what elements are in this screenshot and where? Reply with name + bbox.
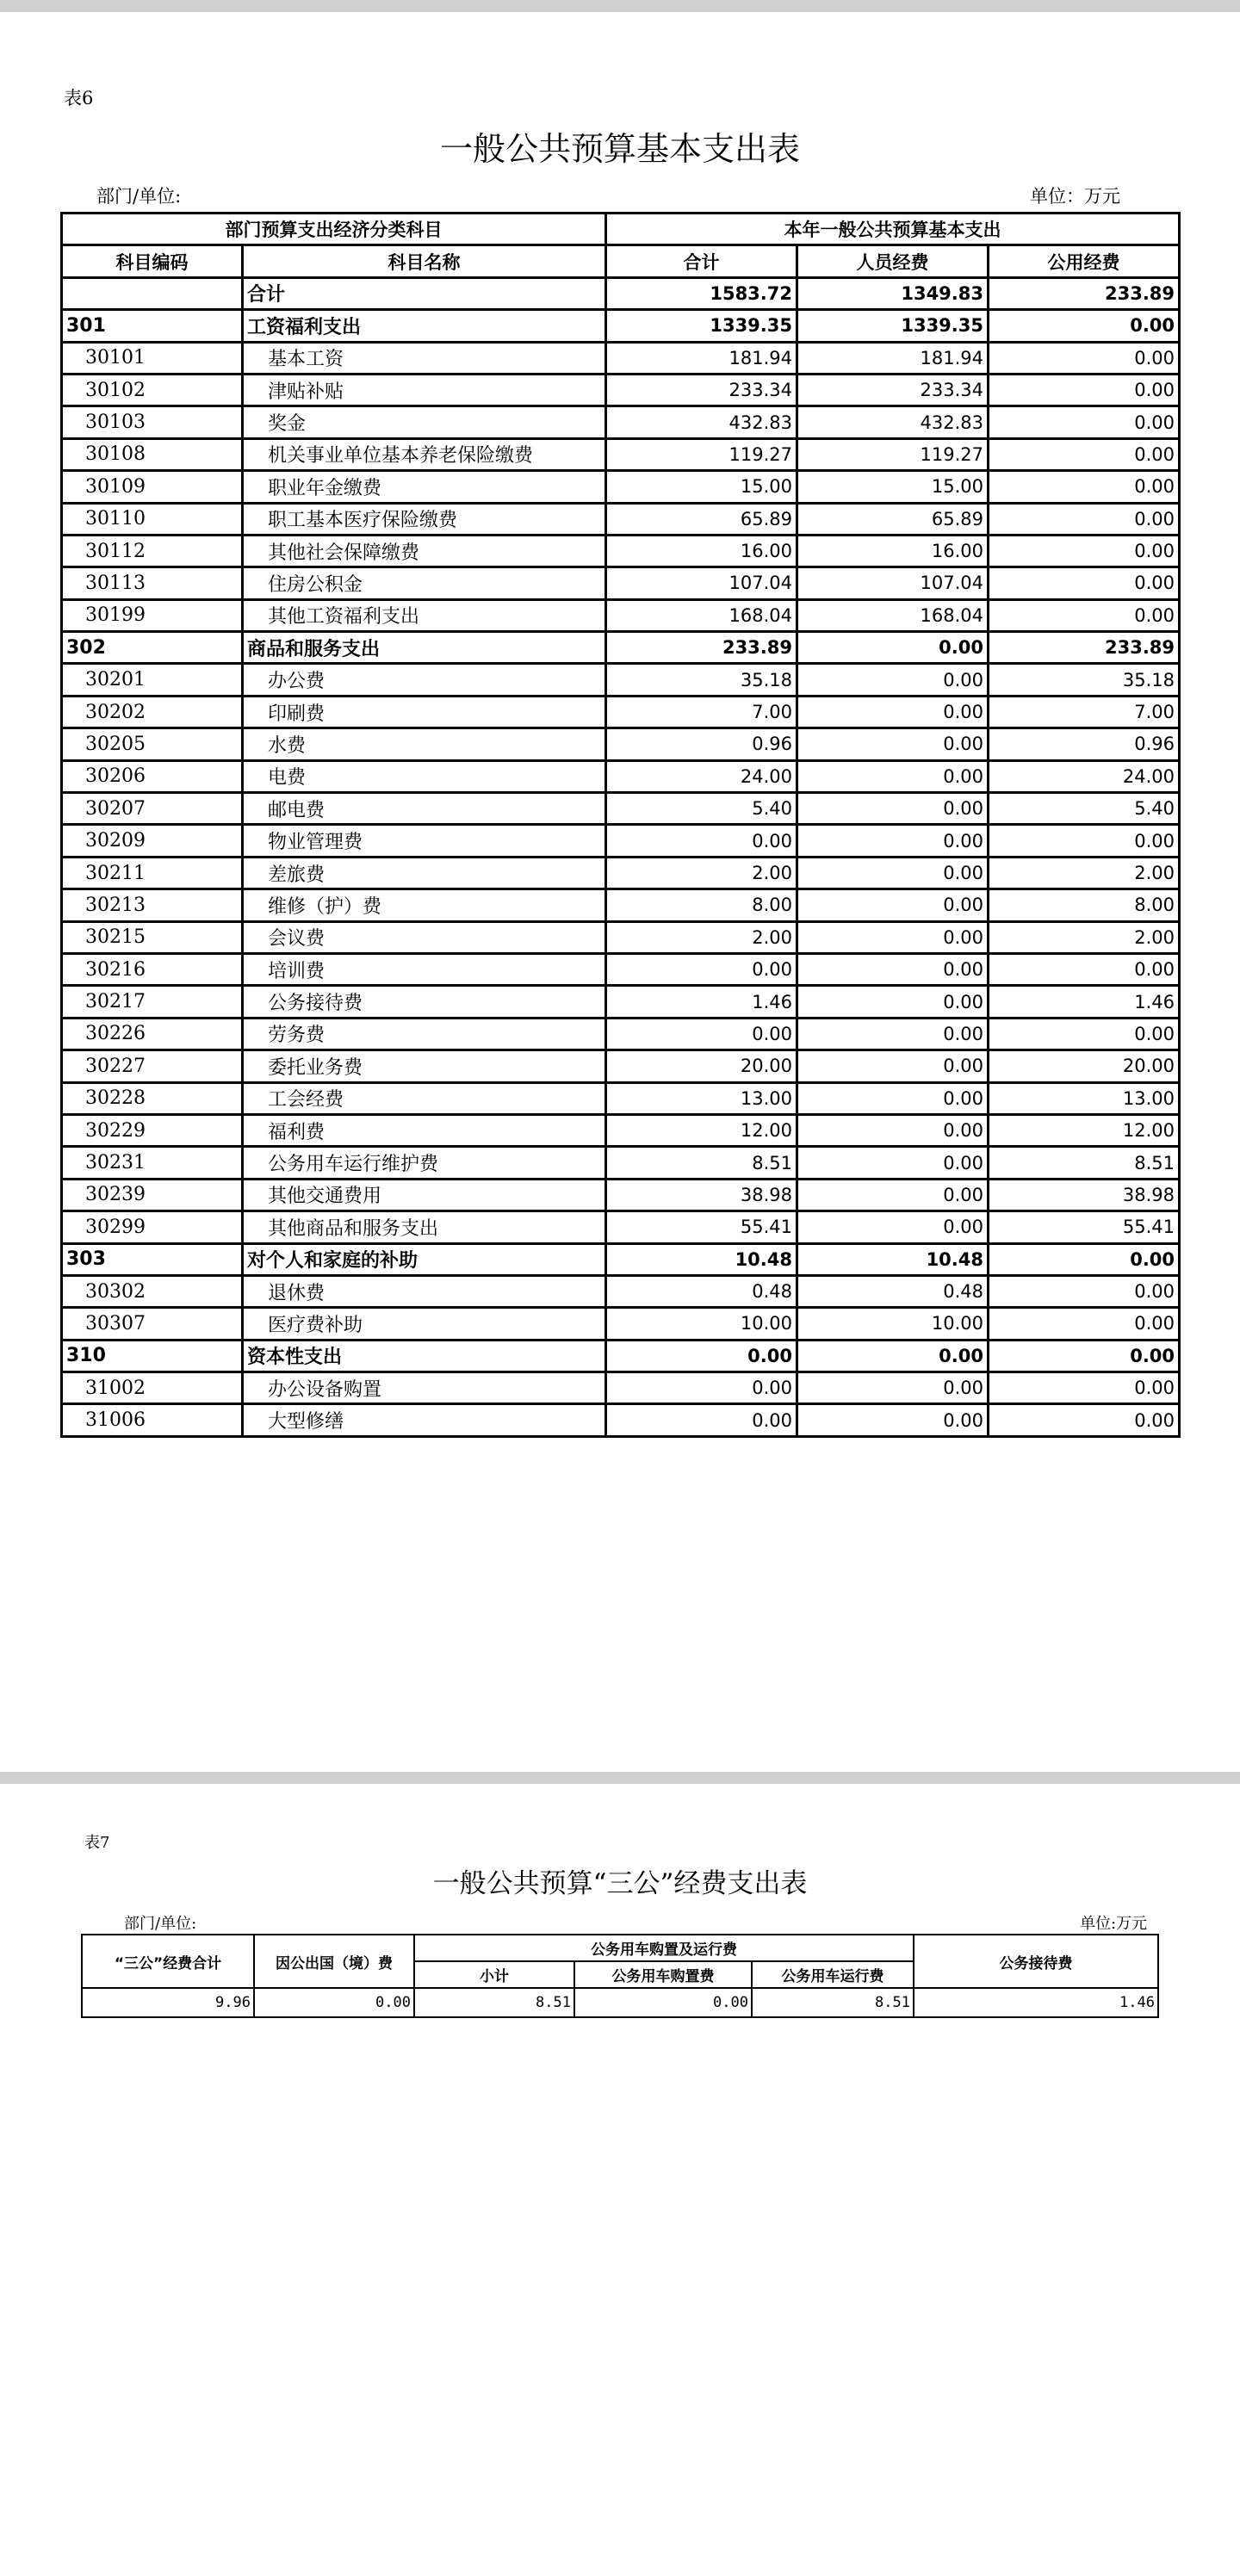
table-row [62, 889, 1180, 921]
cell-public: 0.00 [989, 535, 1180, 567]
section-title: 一般公共预算“三公”经费支出表 [432, 1868, 808, 1899]
cell-total: 1583.72 [606, 277, 797, 309]
budget-expenditure-table [60, 212, 1181, 1438]
cell-name: 机关事业单位基本养老保险缴费 [243, 438, 606, 470]
table-row [62, 406, 1180, 438]
cell-code: 30226 [62, 1018, 243, 1050]
cell-public: 0.00 [989, 342, 1180, 374]
cell-code: 303 [62, 1243, 243, 1275]
cell-personnel: 10.48 [797, 1243, 989, 1275]
cell-public: 233.89 [989, 277, 1180, 309]
cell-total: 20.00 [606, 1050, 797, 1082]
cell-public: 20.00 [989, 1050, 1180, 1082]
table-row [62, 1340, 1180, 1372]
table-row [62, 1211, 1180, 1243]
cell-total: 0.96 [606, 728, 797, 760]
cell-public: 0.00 [989, 471, 1180, 503]
table-row [62, 953, 1180, 985]
cell-total: 5.40 [606, 793, 797, 825]
cell-personnel: 0.00 [797, 1114, 989, 1146]
cell-public: 0.00 [989, 310, 1180, 342]
cell-subtotal: 8.51 [414, 1988, 574, 2017]
cell-personnel: 0.00 [797, 728, 989, 760]
cell-public: 13.00 [989, 1082, 1180, 1114]
cell-public: 233.89 [989, 632, 1180, 664]
cell-public: 0.00 [989, 1340, 1180, 1372]
cell-name: 其他商品和服务支出 [243, 1211, 606, 1243]
cell-code: 30206 [62, 760, 243, 792]
cell-total: 0.48 [606, 1275, 797, 1307]
cell-total: 0.00 [606, 1340, 797, 1372]
cell-total: 15.00 [606, 471, 797, 503]
table-row [62, 503, 1180, 535]
cell-personnel: 16.00 [797, 535, 989, 567]
table-row [62, 1082, 1180, 1114]
table-row [62, 310, 1180, 342]
table-tag: 表7 [84, 1834, 110, 1852]
cell-code: 30109 [62, 471, 243, 503]
cell-code: 30231 [62, 1147, 243, 1179]
cell-personnel: 0.00 [797, 1211, 989, 1243]
cell-code: 30213 [62, 889, 243, 921]
cell-total: 2.00 [606, 921, 797, 953]
cell-code: 310 [62, 1340, 243, 1372]
cell-public: 55.41 [989, 1211, 1180, 1243]
cell-personnel: 181.94 [797, 342, 989, 374]
cell-public: 0.00 [989, 503, 1180, 535]
cell-name: 基本工资 [243, 342, 606, 374]
cell-name: 其他社会保障缴费 [243, 535, 606, 567]
cell-name: 对个人和家庭的补助 [243, 1243, 606, 1275]
cell-vehicle-purchase: 0.00 [574, 1988, 752, 2017]
table-row [62, 1018, 1180, 1050]
cell-public: 24.00 [989, 760, 1180, 792]
cell-code: 30112 [62, 535, 243, 567]
table-row [62, 342, 1180, 374]
table-row [62, 1275, 1180, 1307]
cell-personnel: 0.48 [797, 1275, 989, 1307]
cell-code: 30239 [62, 1179, 243, 1211]
cell-personnel: 0.00 [797, 1404, 989, 1436]
cell-personnel: 233.34 [797, 374, 989, 406]
cell-code: 30113 [62, 567, 243, 599]
column-header-vehicle-group: 公务用车购置及运行费 [414, 1935, 914, 1961]
cell-name: 劳务费 [243, 1018, 606, 1050]
cell-total: 10.00 [606, 1308, 797, 1340]
cell-code: 30217 [62, 986, 243, 1018]
cell-code: 30201 [62, 664, 243, 696]
cell-personnel: 0.00 [797, 1372, 989, 1404]
cell-personnel: 0.00 [797, 1340, 989, 1372]
table-row [62, 599, 1180, 631]
cell-total: 0.00 [606, 953, 797, 985]
cell-vehicle-operation: 8.51 [752, 1988, 914, 2017]
unit-label: 单位：万元 [1030, 186, 1120, 207]
cell-public: 0.00 [989, 406, 1180, 438]
table-row [62, 535, 1180, 567]
cell-name: 维修（护）费 [243, 889, 606, 921]
table-row [62, 632, 1180, 664]
column-header-abroad: 因公出国（境）费 [254, 1935, 414, 1988]
cell-public: 0.00 [989, 953, 1180, 985]
cell-personnel: 0.00 [797, 1018, 989, 1050]
cell-name: 公务用车运行维护费 [243, 1147, 606, 1179]
table-row [62, 1114, 1180, 1146]
cell-total: 1.46 [606, 986, 797, 1018]
cell-code: 30209 [62, 825, 243, 857]
table-row [62, 1050, 1180, 1082]
cell-code: 30229 [62, 1114, 243, 1146]
table-row [62, 1243, 1180, 1275]
cell-total: 432.83 [606, 406, 797, 438]
header-basic-expenditure: 本年一般公共预算基本支出 [606, 214, 1180, 245]
cell-code: 30110 [62, 503, 243, 535]
cell-personnel: 0.00 [797, 921, 989, 953]
cell-name: 培训费 [243, 953, 606, 985]
cell-personnel: 0.00 [797, 953, 989, 985]
cell-public: 0.00 [989, 1243, 1180, 1275]
cell-code: 30199 [62, 599, 243, 631]
cell-name: 退休费 [243, 1275, 606, 1307]
cell-name: 工资福利支出 [243, 310, 606, 342]
cell-code: 30108 [62, 438, 243, 470]
cell-total: 13.00 [606, 1082, 797, 1114]
cell-name: 资本性支出 [243, 1340, 606, 1372]
table-row [62, 825, 1180, 857]
department-label: 部门/单位: [96, 186, 182, 207]
table-row [62, 728, 1180, 760]
cell-code: 30216 [62, 953, 243, 985]
cell-total: 181.94 [606, 342, 797, 374]
cell-total: 0.00 [606, 1018, 797, 1050]
cell-personnel: 107.04 [797, 567, 989, 599]
column-header-name: 科目名称 [243, 245, 606, 277]
cell-personnel: 0.00 [797, 696, 989, 728]
cell-name: 合计 [243, 277, 606, 309]
table-row [62, 857, 1180, 889]
table-row [62, 374, 1180, 406]
cell-public: 0.00 [989, 1372, 1180, 1404]
unit-label: 单位:万元 [1080, 1915, 1148, 1933]
table-row [62, 793, 1180, 825]
cell-personnel: 0.00 [797, 825, 989, 857]
cell-name: 职工基本医疗保险缴费 [243, 503, 606, 535]
cell-name: 电费 [243, 760, 606, 792]
cell-code: 30228 [62, 1082, 243, 1114]
cell-personnel: 0.00 [797, 1179, 989, 1211]
cell-name: 奖金 [243, 406, 606, 438]
table-row [62, 1308, 1180, 1340]
column-header-vehicle-operation: 公务用车运行费 [752, 1961, 914, 1988]
cell-code [62, 277, 243, 309]
cell-name: 工会经费 [243, 1082, 606, 1114]
table-row [62, 760, 1180, 792]
cell-public: 0.00 [989, 599, 1180, 631]
cell-code: 30205 [62, 728, 243, 760]
cell-personnel: 432.83 [797, 406, 989, 438]
cell-public: 8.51 [989, 1147, 1180, 1179]
table-row [82, 1988, 1158, 2017]
table-row [62, 1404, 1180, 1436]
cell-personnel: 0.00 [797, 857, 989, 889]
cell-public: 38.98 [989, 1179, 1180, 1211]
cell-personnel: 0.00 [797, 760, 989, 792]
column-header-personnel: 人员经费 [797, 245, 989, 277]
cell-code: 30207 [62, 793, 243, 825]
cell-personnel: 0.00 [797, 664, 989, 696]
cell-name: 印刷费 [243, 696, 606, 728]
cell-name: 会议费 [243, 921, 606, 953]
cell-public: 7.00 [989, 696, 1180, 728]
cell-personnel: 168.04 [797, 599, 989, 631]
column-header-three-public-total: “三公”经费合计 [82, 1935, 254, 1988]
cell-code: 30299 [62, 1211, 243, 1243]
cell-public: 8.00 [989, 889, 1180, 921]
cell-name: 办公费 [243, 664, 606, 696]
cell-personnel: 15.00 [797, 471, 989, 503]
cell-code: 31006 [62, 1404, 243, 1436]
cell-code: 30215 [62, 921, 243, 953]
table-row [62, 1179, 1180, 1211]
column-header-code: 科目编码 [62, 245, 243, 277]
cell-abroad: 0.00 [254, 1988, 414, 2017]
table-tag: 表6 [64, 88, 94, 108]
cell-total: 65.89 [606, 503, 797, 535]
table-row [62, 696, 1180, 728]
table-row [62, 921, 1180, 953]
table-row [62, 438, 1180, 470]
page-separator [0, 0, 1240, 12]
table-row [62, 1147, 1180, 1179]
cell-name: 其他交通费用 [243, 1179, 606, 1211]
table-row [62, 1372, 1180, 1404]
cell-code: 31002 [62, 1372, 243, 1404]
cell-public: 0.00 [989, 1275, 1180, 1307]
cell-personnel: 0.00 [797, 986, 989, 1018]
column-header-reception: 公务接待费 [914, 1935, 1158, 1988]
cell-total: 16.00 [606, 535, 797, 567]
cell-personnel: 0.00 [797, 1147, 989, 1179]
cell-name: 物业管理费 [243, 825, 606, 857]
table-body [62, 277, 1180, 1436]
cell-personnel: 65.89 [797, 503, 989, 535]
cell-total: 2.00 [606, 857, 797, 889]
cell-public: 0.00 [989, 438, 1180, 470]
cell-total: 12.00 [606, 1114, 797, 1146]
cell-name: 公务接待费 [243, 986, 606, 1018]
cell-code: 30307 [62, 1308, 243, 1340]
cell-total: 8.00 [606, 889, 797, 921]
cell-name: 津贴补贴 [243, 374, 606, 406]
cell-total: 0.00 [606, 1404, 797, 1436]
cell-total: 35.18 [606, 664, 797, 696]
department-label: 部门/单位: [124, 1915, 197, 1933]
cell-total: 107.04 [606, 567, 797, 599]
cell-code: 30103 [62, 406, 243, 438]
cell-public: 0.00 [989, 1018, 1180, 1050]
cell-name: 住房公积金 [243, 567, 606, 599]
cell-total: 7.00 [606, 696, 797, 728]
cell-personnel: 0.00 [797, 889, 989, 921]
cell-name: 邮电费 [243, 793, 606, 825]
table-row [62, 567, 1180, 599]
cell-public: 0.96 [989, 728, 1180, 760]
cell-personnel: 0.00 [797, 793, 989, 825]
cell-code: 302 [62, 632, 243, 664]
cell-code: 30211 [62, 857, 243, 889]
cell-name: 差旅费 [243, 857, 606, 889]
cell-public: 5.40 [989, 793, 1180, 825]
column-header-public: 公用经费 [989, 245, 1180, 277]
cell-total: 38.98 [606, 1179, 797, 1211]
cell-personnel: 1339.35 [797, 310, 989, 342]
page-separator [0, 1772, 1240, 1784]
cell-total: 55.41 [606, 1211, 797, 1243]
cell-total: 168.04 [606, 599, 797, 631]
cell-public: 2.00 [989, 857, 1180, 889]
cell-total: 233.89 [606, 632, 797, 664]
cell-name: 商品和服务支出 [243, 632, 606, 664]
table-row [62, 471, 1180, 503]
cell-public: 2.00 [989, 921, 1180, 953]
cell-public: 0.00 [989, 825, 1180, 857]
cell-code: 30202 [62, 696, 243, 728]
header-economic-classification: 部门预算支出经济分类科目 [62, 214, 606, 245]
cell-public: 0.00 [989, 567, 1180, 599]
column-header-subtotal: 小计 [414, 1961, 574, 1988]
cell-reception: 1.46 [914, 1988, 1158, 2017]
cell-total: 0.00 [606, 1372, 797, 1404]
cell-total: 0.00 [606, 825, 797, 857]
cell-public: 12.00 [989, 1114, 1180, 1146]
column-header-total: 合计 [606, 245, 797, 277]
cell-personnel: 0.00 [797, 1082, 989, 1114]
page-title: 一般公共预算基本支出表 [439, 130, 800, 168]
cell-total: 1339.35 [606, 310, 797, 342]
cell-public: 1.46 [989, 986, 1180, 1018]
cell-personnel: 0.00 [797, 632, 989, 664]
cell-code: 301 [62, 310, 243, 342]
cell-name: 委托业务费 [243, 1050, 606, 1082]
cell-personnel: 10.00 [797, 1308, 989, 1340]
cell-name: 水费 [243, 728, 606, 760]
cell-total: 8.51 [606, 1147, 797, 1179]
cell-total: 10.48 [606, 1243, 797, 1275]
cell-code: 30302 [62, 1275, 243, 1307]
cell-public: 0.00 [989, 1404, 1180, 1436]
column-header-vehicle-purchase: 公务用车购置费 [574, 1961, 752, 1988]
cell-name: 办公设备购置 [243, 1372, 606, 1404]
cell-public: 35.18 [989, 664, 1180, 696]
cell-total: 119.27 [606, 438, 797, 470]
table-row [62, 986, 1180, 1018]
cell-name: 其他工资福利支出 [243, 599, 606, 631]
cell-three-public-total: 9.96 [82, 1988, 254, 2017]
cell-name: 大型修缮 [243, 1404, 606, 1436]
cell-public: 0.00 [989, 1308, 1180, 1340]
cell-personnel: 119.27 [797, 438, 989, 470]
cell-total: 233.34 [606, 374, 797, 406]
table-row [62, 277, 1180, 309]
cell-public: 0.00 [989, 374, 1180, 406]
cell-name: 职业年金缴费 [243, 471, 606, 503]
cell-name: 医疗费补助 [243, 1308, 606, 1340]
cell-personnel: 1349.83 [797, 277, 989, 309]
cell-name: 福利费 [243, 1114, 606, 1146]
cell-personnel: 0.00 [797, 1050, 989, 1082]
cell-total: 24.00 [606, 760, 797, 792]
cell-code: 30102 [62, 374, 243, 406]
cell-code: 30101 [62, 342, 243, 374]
table-row [62, 664, 1180, 696]
cell-code: 30227 [62, 1050, 243, 1082]
three-public-expenditure-table [81, 1934, 1159, 2018]
